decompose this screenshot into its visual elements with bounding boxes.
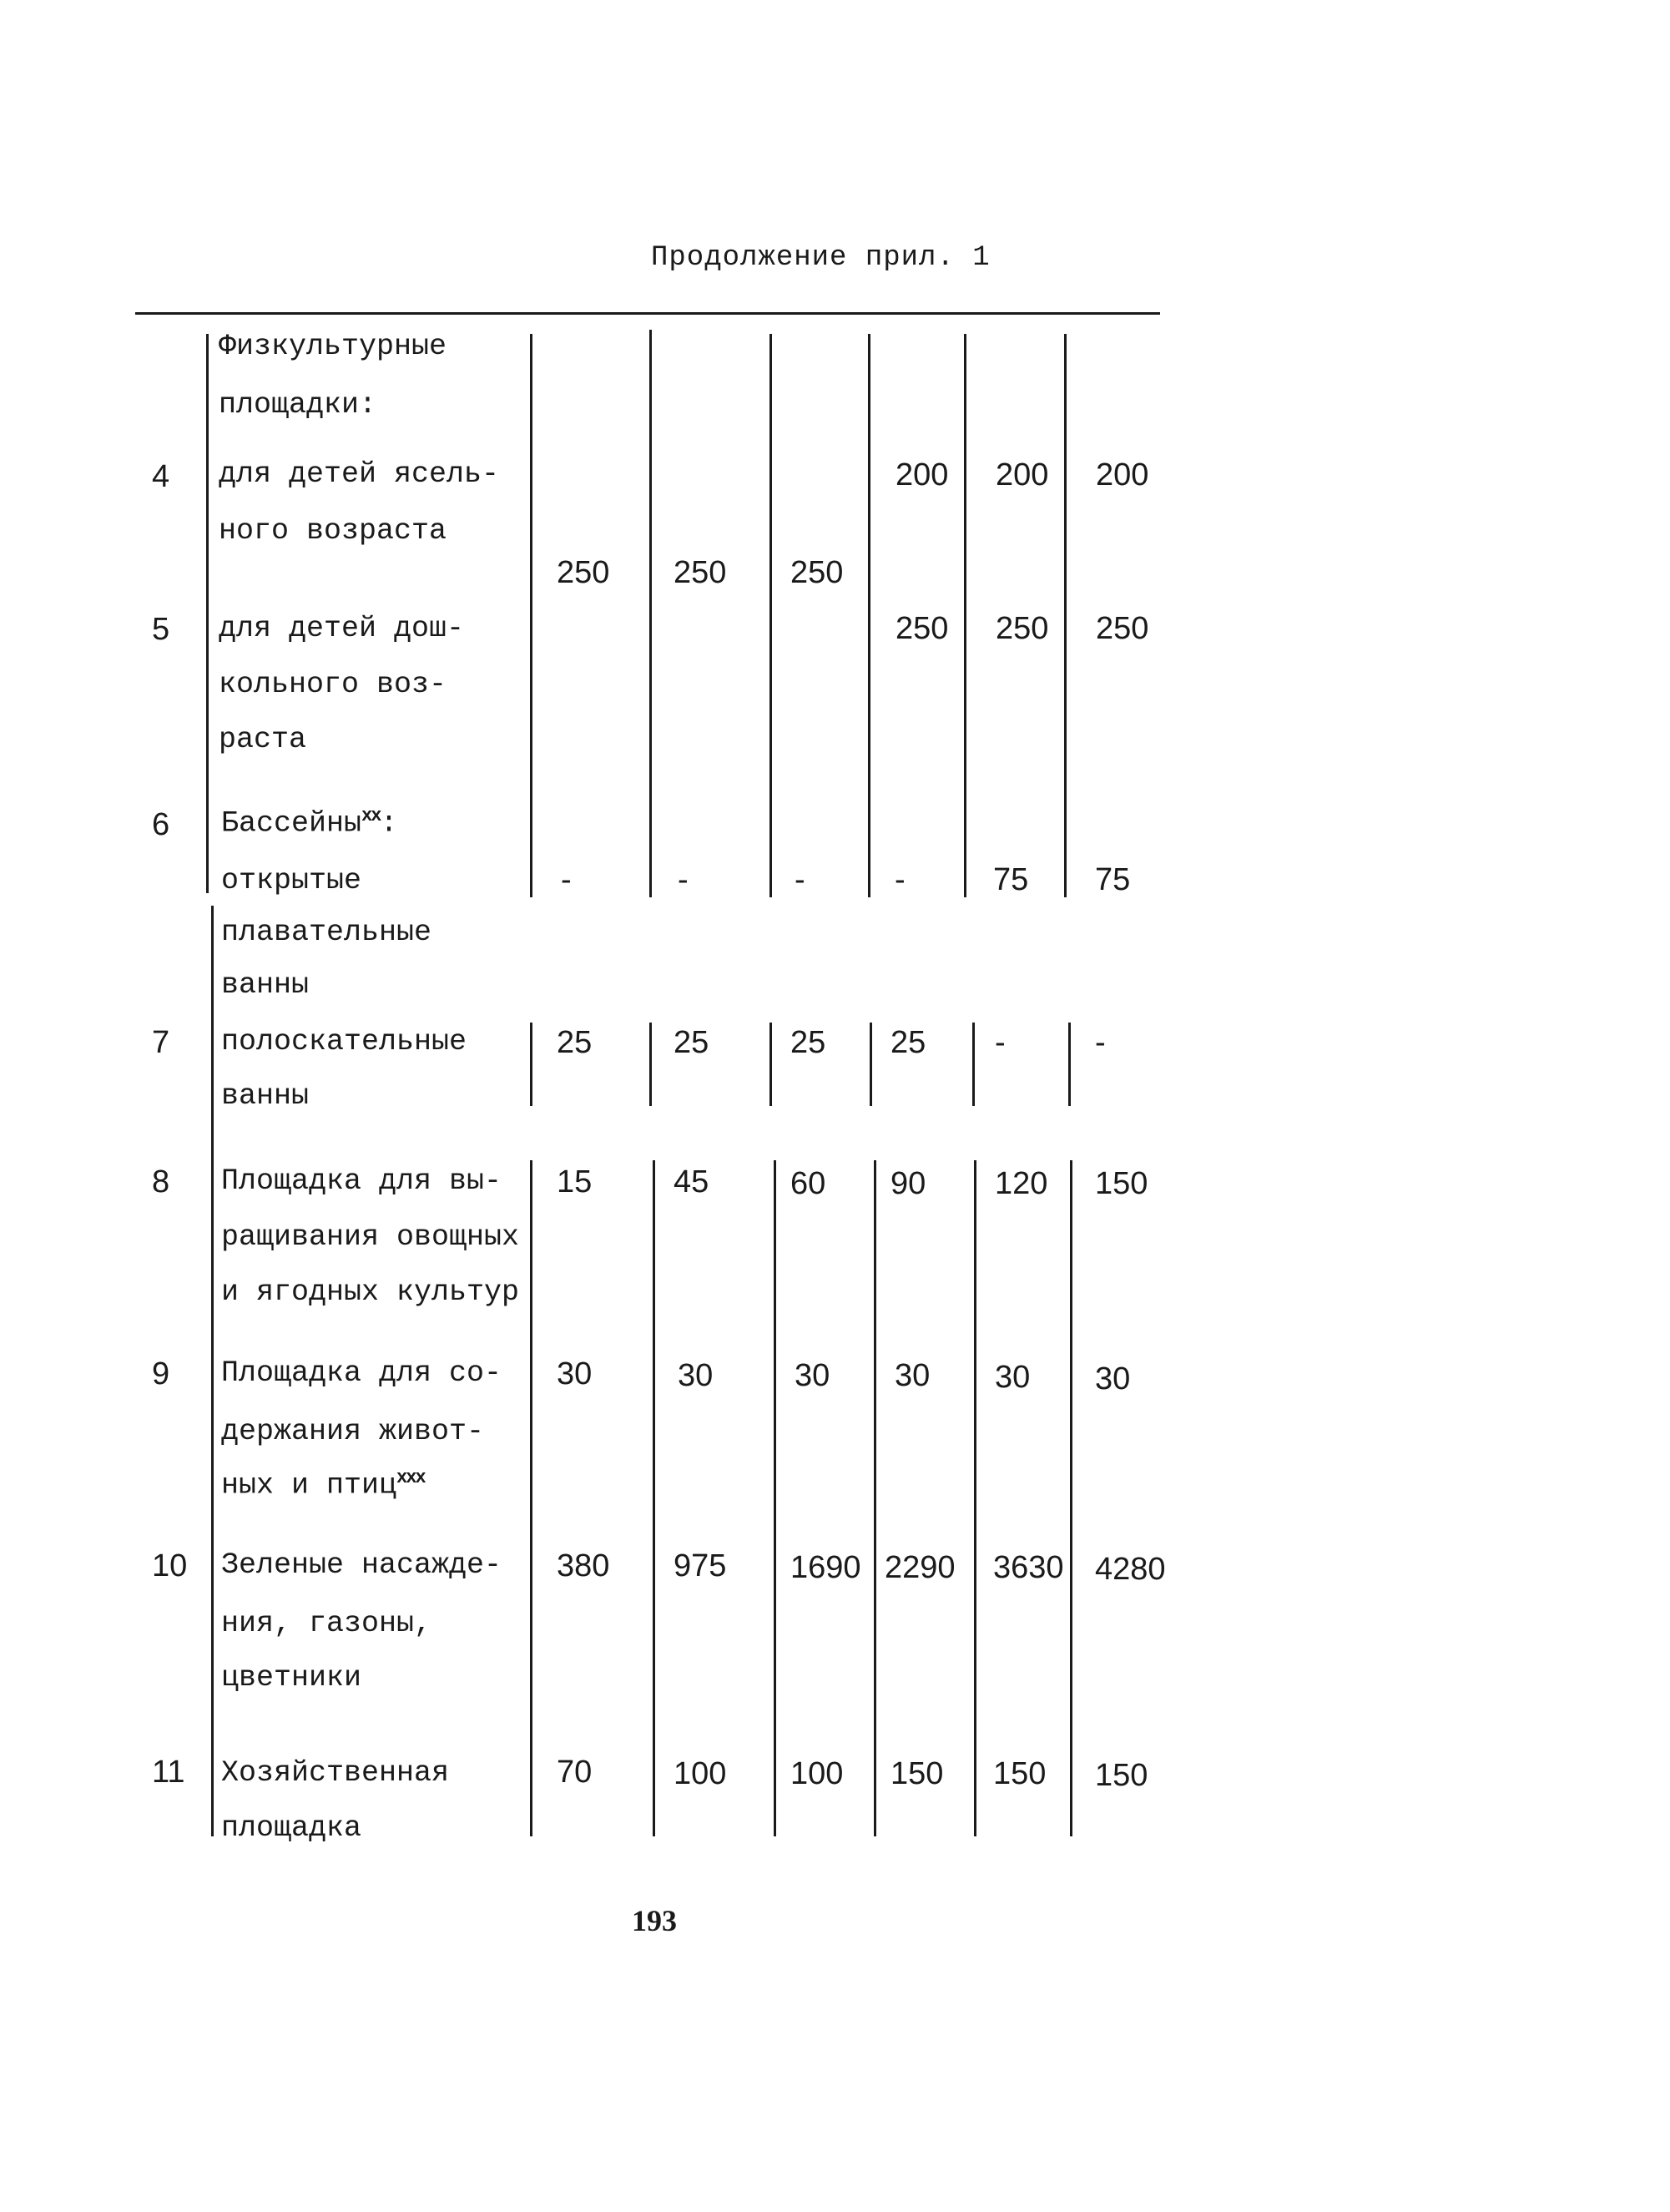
row-cell: 150: [890, 1756, 944, 1791]
row-cell: 250: [1096, 611, 1149, 646]
row-cell: 975: [674, 1548, 727, 1583]
column-rule: [530, 1160, 532, 1836]
row-cell: -: [1095, 1025, 1106, 1060]
row-cell: 25: [790, 1025, 826, 1060]
row-cell: 250: [790, 555, 844, 590]
row-number: 6: [152, 807, 170, 842]
row-cell: 250: [674, 555, 727, 590]
row-cell: 70: [557, 1755, 593, 1790]
row-cell: 100: [674, 1756, 727, 1791]
row-label-line: открытые: [221, 864, 362, 897]
row-cell: 30: [1095, 1361, 1131, 1396]
row-cell: 25: [890, 1025, 926, 1060]
row-cell: 150: [993, 1756, 1047, 1791]
column-rule: [964, 334, 966, 897]
row-label-line: площадка: [221, 1811, 362, 1845]
column-rule: [972, 1023, 975, 1106]
row-label-line: Площадка для со-: [221, 1356, 502, 1390]
row-number: 5: [152, 612, 170, 647]
row-label-line: ванны: [221, 968, 310, 1002]
row-cell: 75: [1095, 862, 1131, 897]
row-cell: 25: [674, 1025, 709, 1060]
row-cell: 90: [890, 1166, 926, 1201]
row-cell: 4280: [1095, 1552, 1166, 1587]
row-cell: 60: [790, 1166, 826, 1201]
row-number: 9: [152, 1356, 170, 1391]
row-label-line: Хозяйственная: [221, 1756, 450, 1790]
row-label-line: ванны: [221, 1079, 310, 1113]
row-cell: 25: [557, 1025, 593, 1060]
row-cell: 2290: [885, 1550, 956, 1585]
page-header: Продолжение прил. 1: [651, 242, 991, 274]
row-label-line: для детей дош-: [219, 612, 465, 645]
row-cell: 15: [557, 1164, 593, 1199]
row-label-line: ных и птиц$^{xxx}$: [221, 1467, 425, 1502]
row-cell: 150: [1095, 1758, 1148, 1793]
row-label-line: кольного воз-: [219, 668, 447, 701]
row-label-line: Площадка для вы-: [221, 1164, 502, 1198]
column-rule: [649, 1023, 652, 1106]
row-label-line: раста: [219, 723, 307, 756]
row-label-line: ного возраста: [219, 514, 447, 548]
row-label-line: ращивания овощных: [221, 1220, 520, 1254]
column-rule: [769, 1023, 772, 1106]
footnote-mark: xx: [361, 806, 381, 826]
row-cell: 45: [674, 1164, 709, 1199]
row-cell: -: [678, 862, 689, 897]
row-label-line: цветники: [221, 1661, 362, 1694]
row-cell: 200: [896, 457, 949, 492]
row-cell: 1690: [790, 1550, 861, 1585]
row-cell: 30: [557, 1356, 593, 1391]
row-label-line: ния, газоны,: [221, 1607, 432, 1640]
row-cell: -: [895, 862, 906, 897]
row-cell: -: [995, 1025, 1006, 1060]
row-label-line: Зеленые насажде-: [221, 1548, 502, 1582]
row-cell: -: [795, 862, 805, 897]
column-rule: [530, 334, 532, 897]
row-cell: 200: [1096, 457, 1149, 492]
row-cell: 380: [557, 1548, 610, 1583]
row-cell: 30: [795, 1358, 830, 1393]
column-rule: [649, 330, 652, 897]
row-label-line: и ягодных культур: [221, 1275, 520, 1309]
column-rule: [774, 1160, 776, 1836]
row-number: 10: [152, 1548, 188, 1583]
column-rule: [868, 334, 870, 897]
row-number: 4: [152, 459, 170, 494]
row-number: 11: [152, 1755, 185, 1790]
row-label-line: полоскательные: [221, 1025, 467, 1058]
section-title-line2: площадки:: [219, 388, 377, 422]
section-title-line1: Физкультурные: [219, 330, 447, 363]
footnote-mark: xxx: [396, 1467, 425, 1488]
row-cell: 30: [895, 1358, 931, 1393]
column-rule: [974, 1160, 976, 1836]
row-cell: -: [561, 862, 572, 897]
column-rule: [1068, 1023, 1071, 1106]
row-cell: 30: [678, 1358, 714, 1393]
row-cell: 120: [995, 1166, 1048, 1201]
row-title: Бассейны$^{xx}$:: [221, 806, 398, 841]
row-cell: 75: [993, 862, 1029, 897]
column-rule: [874, 1160, 876, 1836]
row-number: 7: [152, 1025, 170, 1060]
row-cell: 250: [996, 611, 1049, 646]
page-number: 193: [632, 1904, 677, 1937]
row-label-line: для детей ясель-: [219, 457, 500, 491]
column-rule: [769, 334, 772, 897]
column-rule: [1064, 334, 1067, 897]
column-rule: [1070, 1160, 1072, 1836]
row-label-line: плавательные: [221, 916, 432, 949]
column-rule: [530, 1023, 532, 1106]
column-rule: [870, 1023, 872, 1106]
row-number: 8: [152, 1164, 170, 1199]
row-cell: 100: [790, 1756, 844, 1791]
column-rule: [653, 1160, 655, 1836]
row-cell: 3630: [993, 1550, 1064, 1585]
row-cell: 200: [996, 457, 1049, 492]
column-rule: [211, 906, 214, 1836]
row-cell: 250: [557, 555, 610, 590]
row-cell: 250: [896, 611, 949, 646]
row-cell: 150: [1095, 1166, 1148, 1201]
row-cell: 30: [995, 1360, 1031, 1395]
row-label-line: держания живот-: [221, 1415, 485, 1448]
table-top-rule: [135, 312, 1160, 315]
column-rule: [206, 334, 209, 893]
